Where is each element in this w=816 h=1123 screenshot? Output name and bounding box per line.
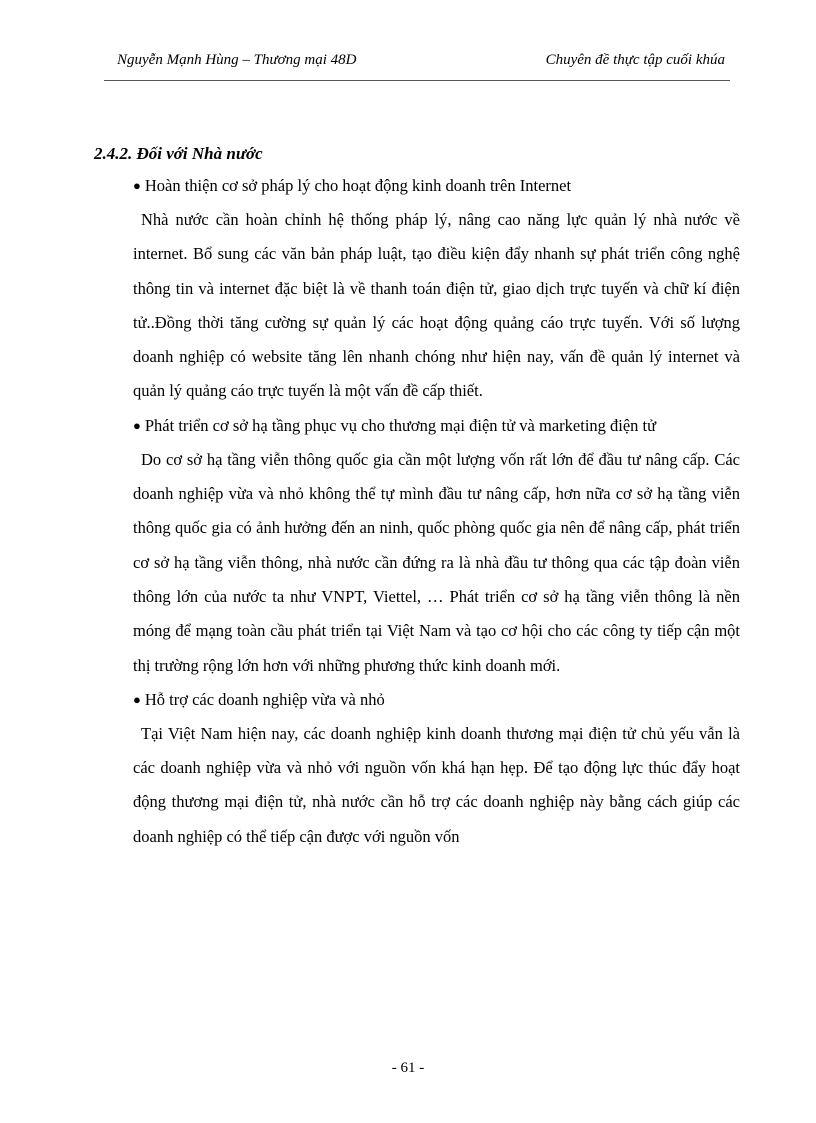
paragraph: Tại Việt Nam hiện nay, các doanh nghiệp kinh doanh thương mại điện tử chủ yếu vẫn là các doanh nghiệp vừa và nhỏ với nguồn vốn khá hạn hẹp. Để tạo động lực thúc đẩy hoạt động thương mại điện tử, nhà nước cần hỗ trợ các doanh nghiệp này bằng cách giúp các doanh nghiệp có thể tiếp cận được với nguồn vốn	[133, 723, 740, 846]
bullet-text: Hỗ trợ các doanh nghiệp vừa và nhỏ	[144, 689, 385, 709]
bullet-item	[94, 683, 740, 717]
page-number: - 61 -	[391, 1060, 425, 1076]
header-divider	[104, 80, 730, 81]
bullet-item	[94, 169, 740, 203]
bullet-icon: ●	[133, 178, 141, 193]
paragraph: Do cơ sở hạ tầng viễn thông quốc gia cần một lượng vốn rất lớn để đầu tư nâng cấp. Các doanh nghiệp vừa và nhỏ không thể tự mình đầu tư nâng cấp, hơn nữa cơ sở hạ tầng viễn thông quốc gia có ảnh hưởng đến an ninh, quốc phòng quốc gia nên để nâng cấp, phát triển cơ sở hạ tầng viễn thông, nhà nước cần đứng ra là nhà đầu tư thông qua các tập đoàn viễn thông lớn của nước ta như VNPT, Viettel, … Phát triển cơ sở hạ tầng viễn thông là nền móng để mạng toàn cầu phát triển tại Việt Nam và tạo cơ hội cho các công ty tiếp cận một thị trường rộng lớn hơn với những phương thức kinh doanh mới.	[133, 449, 740, 675]
header-title: Chuyên đề thực tập cuối khúa	[545, 52, 725, 68]
header-author: Nguyễn Mạnh Hùng – Thương mại 48D	[117, 52, 357, 68]
bullet-text: Hoàn thiện cơ sở pháp lý cho hoạt động kinh doanh trên Internet	[144, 176, 572, 195]
bullet-item	[94, 409, 740, 443]
page-body	[94, 139, 740, 854]
bullet-text: Phát triển cơ sở hạ tầng phục vụ cho thương mại điện tử và marketing điện tử	[144, 415, 657, 435]
bullet-icon: ●	[133, 691, 141, 707]
section-heading: 2.4.2. Đối với Nhà nước	[94, 144, 263, 163]
bullet-icon: ●	[133, 417, 141, 433]
paragraph: Nhà nước cần hoàn chỉnh hệ thống pháp lý, nâng cao năng lực quản lý nhà nước về internet. Bổ sung các văn bản pháp luật, tạo điều kiện đẩy nhanh sự phát triển công nghệ thông tin và internet đặc biệt là về thanh toán điện tử, giao dịch trực tuyến và chữ kí điện tử..Đồng thời tăng cường sự quản lý các hoạt động quảng cáo trực tuyến. Với số lượng doanh nghiệp có website tăng lên nhanh chóng như hiện nay, vấn đề quản lý internet và quản lý quảng cáo trực tuyến là một vấn đề cấp thiết.	[133, 210, 740, 401]
page-header	[117, 48, 725, 72]
